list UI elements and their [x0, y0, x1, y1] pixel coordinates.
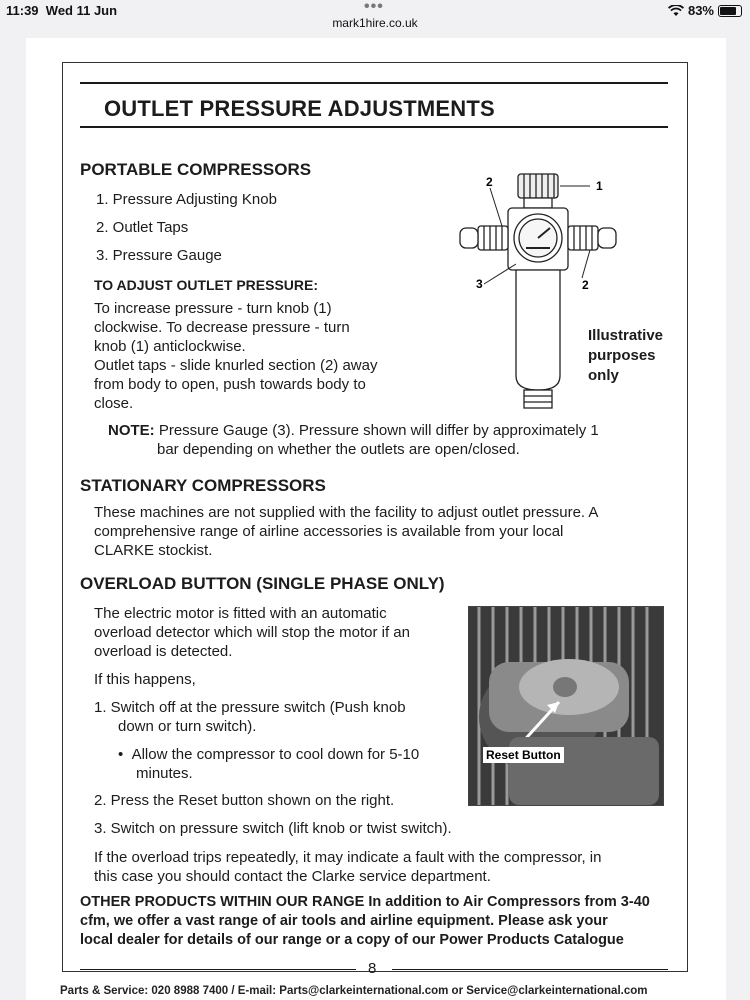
overload-step: 2. Press the Reset button shown on the right.	[94, 792, 395, 809]
overload-step: 1. Switch off at the pressure switch (Push knob	[94, 699, 406, 716]
list-item: 1. Pressure Adjusting Knob	[96, 191, 277, 208]
adjust-line: Outlet taps - slide knurled section (2) away	[94, 357, 378, 374]
portable-heading: PORTABLE COMPRESSORS	[80, 160, 312, 179]
status-time: 11:39 Wed 11 Jun	[6, 3, 118, 18]
stationary-line: comprehensive range of airline accessories is available from your local	[94, 523, 564, 540]
overload-line: overload is detected.	[94, 643, 233, 660]
wifi-icon	[668, 5, 684, 17]
diagram-label-gauge: 3	[476, 277, 483, 291]
adjust-line: clockwise. To decrease pressure - turn	[94, 319, 350, 336]
compressor-photo	[469, 607, 663, 805]
diagram-label-tap: 2	[582, 278, 589, 292]
stationary-line: CLARKE stockist.	[94, 542, 213, 559]
adjust-line: from body to open, push towards body to	[94, 376, 366, 393]
list-item: 2. Outlet Taps	[96, 219, 189, 236]
title-rule-top	[80, 82, 668, 84]
reset-button-photo	[468, 606, 664, 806]
overload-step: 3. Switch on pressure switch (lift knob or twist switch).	[94, 820, 452, 837]
other-products: OTHER PRODUCTS WITHIN OUR RANGE In addition to Air Compressors from 3-40 cfm, we offer a vast range of air tools and airline equipment. Please ask your local dealer for details of our range or a copy of our Power Products Catalogue	[80, 894, 650, 948]
adjust-line: To increase pressure - turn knob (1)	[94, 300, 332, 317]
url-bar[interactable]: mark1hire.co.uk	[332, 16, 418, 30]
note-label: NOTE:	[108, 422, 155, 439]
note-line: bar depending on whether the outlets are open/closed.	[157, 441, 520, 458]
adjust-subheading: TO ADJUST OUTLET PRESSURE:	[94, 277, 319, 293]
note: NOTE: Pressure Gauge (3). Pressure shown will differ by approximately 1	[108, 422, 599, 439]
page-title: OUTLET PRESSURE ADJUSTMENTS	[104, 96, 495, 121]
overload-line: overload detector which will stop the motor if an	[94, 624, 410, 641]
footer-rule-right	[392, 969, 668, 970]
battery-percent: 83%	[687, 3, 714, 18]
overload-trip: this case you should contact the Clarke service department.	[94, 868, 491, 885]
battery-icon	[718, 5, 742, 17]
list-item: 3. Pressure Gauge	[96, 247, 222, 264]
overload-line: The electric motor is fitted with an automatic	[94, 605, 387, 622]
adjust-line: close.	[94, 395, 134, 412]
diagram-caption: Illustrative purposes only	[588, 327, 664, 384]
overload-step: down or turn switch).	[118, 718, 257, 735]
multitask-dots[interactable]: •••	[364, 0, 384, 15]
footer-rule-left	[80, 969, 356, 970]
overload-heading: OVERLOAD BUTTON (SINGLE PHASE ONLY)	[80, 574, 445, 593]
overload-trip: If the overload trips repeatedly, it may indicate a fault with the compressor, in	[94, 849, 602, 866]
service-footer: Parts & Service: 020 8988 7400 / E-mail: Parts@clarkeinternational.com or Service@clarkeinternational.com	[60, 985, 648, 997]
title-rule-bottom	[80, 126, 668, 128]
stationary-line: These machines are not supplied with the facility to adjust outlet pressure. A	[94, 504, 599, 521]
reset-button-label: Reset Button	[483, 747, 564, 763]
diagram-label-tap: 2	[486, 175, 493, 189]
adjust-line: knob (1) anticlockwise.	[94, 338, 246, 355]
overload-bullet: minutes.	[136, 765, 193, 782]
page-number: 8	[368, 960, 377, 977]
diagram-label-knob: 1	[596, 179, 603, 193]
stationary-heading: STATIONARY COMPRESSORS	[80, 476, 326, 495]
overload-bullet: • Allow the compressor to cool down for 5-10	[118, 746, 420, 763]
overload-if: If this happens,	[94, 671, 196, 688]
